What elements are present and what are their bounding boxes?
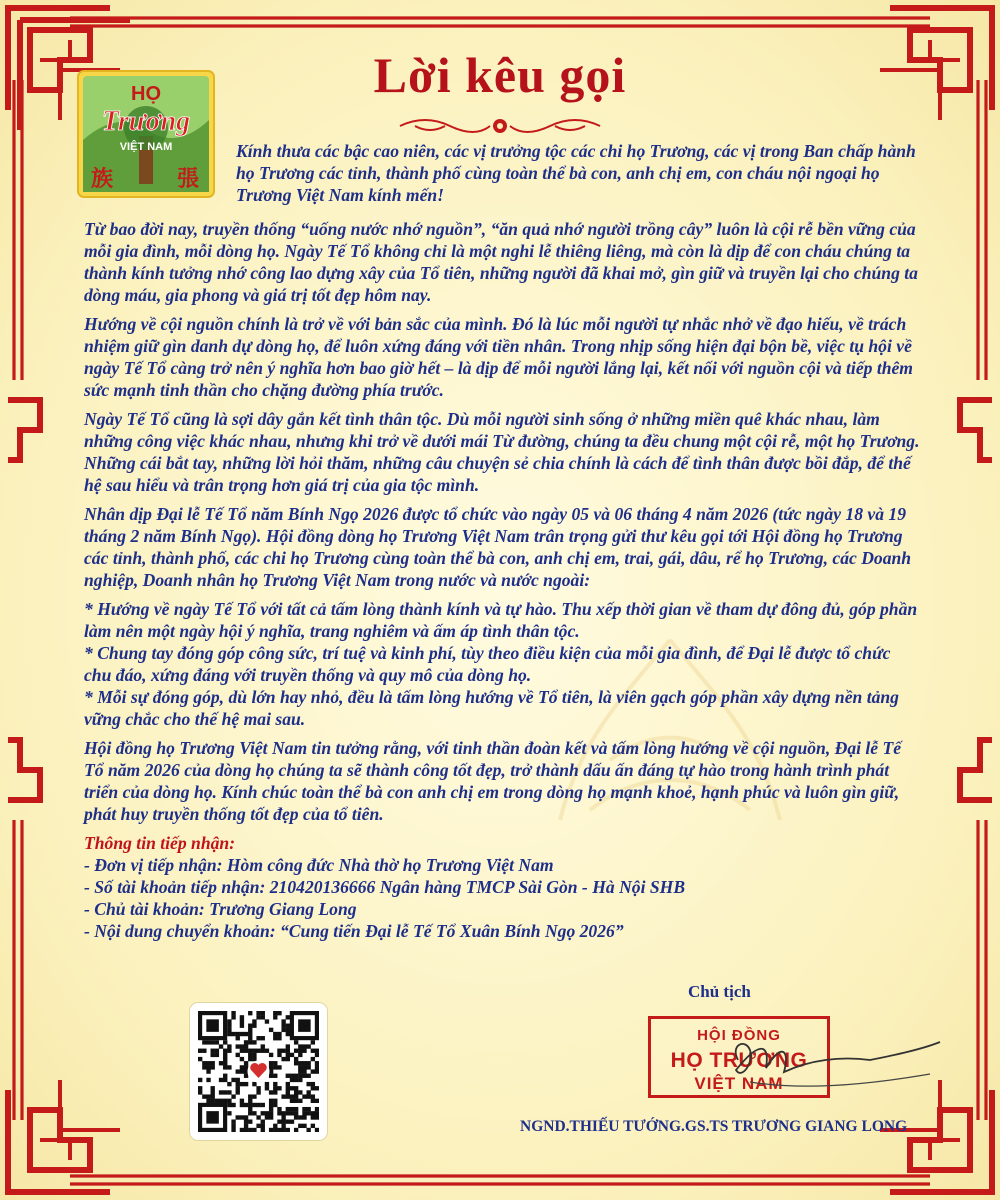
paragraph-3: Ngày Tế Tổ cũng là sợi dây gắn kết tình thân tộc. Dù mỗi người sinh sống ở những miền quê khác nhau, làm những công việc khác nhau, nhưng khi trở về dưới mái Từ đường, chúng ta đều chung một cội rễ, một họ Trương. Những cái bắt tay, những lời hỏi thăm, những câu chuyện sẻ chia chính là cách để tình thân được bồi đắp, để thế hệ sau hiểu và trân trọng hơn giá trị của gia tộc mình. <box>84 409 920 495</box>
page-title: Lời kêu gọi <box>373 47 627 103</box>
title-divider-ornament <box>395 112 605 140</box>
handwritten-signature <box>690 1020 950 1110</box>
info-line-transfer-note: - Nội dung chuyển khoản: “Cung tiến Đại lễ Tế Tổ Xuân Bính Ngọ 2026” <box>84 921 624 941</box>
intro-greeting: Kính thưa các bậc cao niên, các vị trưởng tộc các chi họ Trương, các vị trong Ban chấp hành họ Trương các tỉnh, thành phố cùng toàn thể bà con, anh chị em, con cháu nội ngoại họ Trương Việt Nam kính mến! <box>236 141 916 205</box>
qr-code-pattern <box>198 1011 319 1132</box>
info-line-account: - Số tài khoản tiếp nhận: 210420136666 Ngân hàng TMCP Sài Gòn - Hà Nội SHB <box>84 877 686 897</box>
paragraph-4: Nhân dịp Đại lễ Tế Tổ năm Bính Ngọ 2026 được tổ chức vào ngày 05 và 06 tháng 4 năm 2026 (tức ngày 18 và 19 tháng 2 năm Bính Ngọ). Hội đồng dòng họ Trương Việt Nam trân trọng gửi thư kêu gọi tới Hội đồng họ Trương các tỉnh, thành phố, các chi họ Trương cùng toàn thể bà con, anh chị em, trai, gái, dâu, rể họ Trương, các Doanh nghiệp, Doanh nhân họ Trương Việt Nam trong nước và nước ngoài: <box>84 504 912 590</box>
letter-body <box>84 218 921 942</box>
appeal-item: * Hướng về ngày Tế Tổ với tất cả tấm lòng thành kính và tự hào. Thu xếp thời gian về tham dự đông đủ, góp phần làm nên một ngày hội ý nghĩa, trang nghiêm và ấm áp tình thân tộc. <box>84 599 918 641</box>
logo-text-vietnam: VIỆT NAM <box>119 141 173 153</box>
seal-line-1: HỘI ĐỒNG <box>697 1027 781 1044</box>
paragraph-1: Từ bao đời nay, truyền thống “uống nước nhớ nguồn”, “ăn quả nhớ người trồng cây” luôn là cội rễ bền vững của mỗi gia đình, mỗi dòng họ. Ngày Tế Tổ không chỉ là một nghi lễ thiêng liêng, mà còn là dịp để con cháu chúng ta thành kính tưởng nhớ công lao dựng xây của Tổ tiên, những người đã khai mở, gìn giữ và truyền lại cho chúng ta dòng máu, gia phong và giá trị tốt đẹp hôm nay. <box>84 219 918 305</box>
donation-qr-code <box>190 1003 327 1140</box>
seal-line-2: HỌ TRƯƠNG <box>670 1049 808 1072</box>
appeal-item: * Chung tay đóng góp công sức, trí tuệ và kinh phí, tùy theo điều kiện của mỗi gia đình, để Đại lễ được tổ chức chu đáo, xứng đáng với truyền thống và quy mô của dòng họ. <box>84 643 891 685</box>
info-line-holder: - Chủ tài khoản: Trương Giang Long <box>84 899 357 919</box>
info-heading: Thông tin tiếp nhận: <box>84 833 236 853</box>
logo-han-left: 族 <box>91 167 114 192</box>
logo-text-truong: Trương <box>101 106 191 137</box>
logo-han-right: 張 <box>177 167 200 192</box>
paragraph-2: Hướng về cội nguồn chính là trở về với bản sắc của mình. Đó là lúc mỗi người tự nhắc nhở về đạo hiếu, về trách nhiệm giữ gìn danh dự dòng họ, để luôn xứng đáng với tiền nhân. Trong nhịp sống hiện đại bộn bề, việc tụ hội về ngày Tế Tổ càng trở nên ý nghĩa hơn bao giờ hết – là dịp để mỗi người lắng lại, kết nối với nguồn cội và tiếp thêm sức mạnh tinh thần cho chặng đường phía trước. <box>84 314 913 400</box>
logo-text-ho: HỌ <box>131 83 161 105</box>
appeal-list <box>84 598 921 730</box>
signer-title: Chủ tịch <box>688 982 751 1001</box>
seal-line-3: VIỆT NAM <box>694 1074 784 1093</box>
closing-paragraph: Hội đồng họ Trương Việt Nam tin tưởng rằng, với tinh thần đoàn kết và tấm lòng hướng về cội nguồn, Đại lễ Tế Tổ năm 2026 của dòng họ chúng ta sẽ thành công tốt đẹp, trở thành dấu ấn đáng tự hào trong hành trình phát triển của dòng họ. Kính chúc toàn thể bà con anh chị em trong dòng họ mạnh khoẻ, hạnh phúc và luôn gìn giữ, phát huy truyền thống tốt đẹp của tổ tiên. <box>84 738 902 824</box>
appeal-item: * Mỗi sự đóng góp, dù lớn hay nhỏ, đều là tấm lòng hướng về Tổ tiên, là viên gạch góp phần xây dựng nền tảng vững chắc cho thế hệ mai sau. <box>84 687 899 729</box>
info-line-unit: - Đơn vị tiếp nhận: Hòm công đức Nhà thờ họ Trương Việt Nam <box>84 855 554 875</box>
signer-name: NGND.THIẾU TƯỚNG.GS.TS TRƯƠNG GIANG LONG <box>520 1118 908 1135</box>
